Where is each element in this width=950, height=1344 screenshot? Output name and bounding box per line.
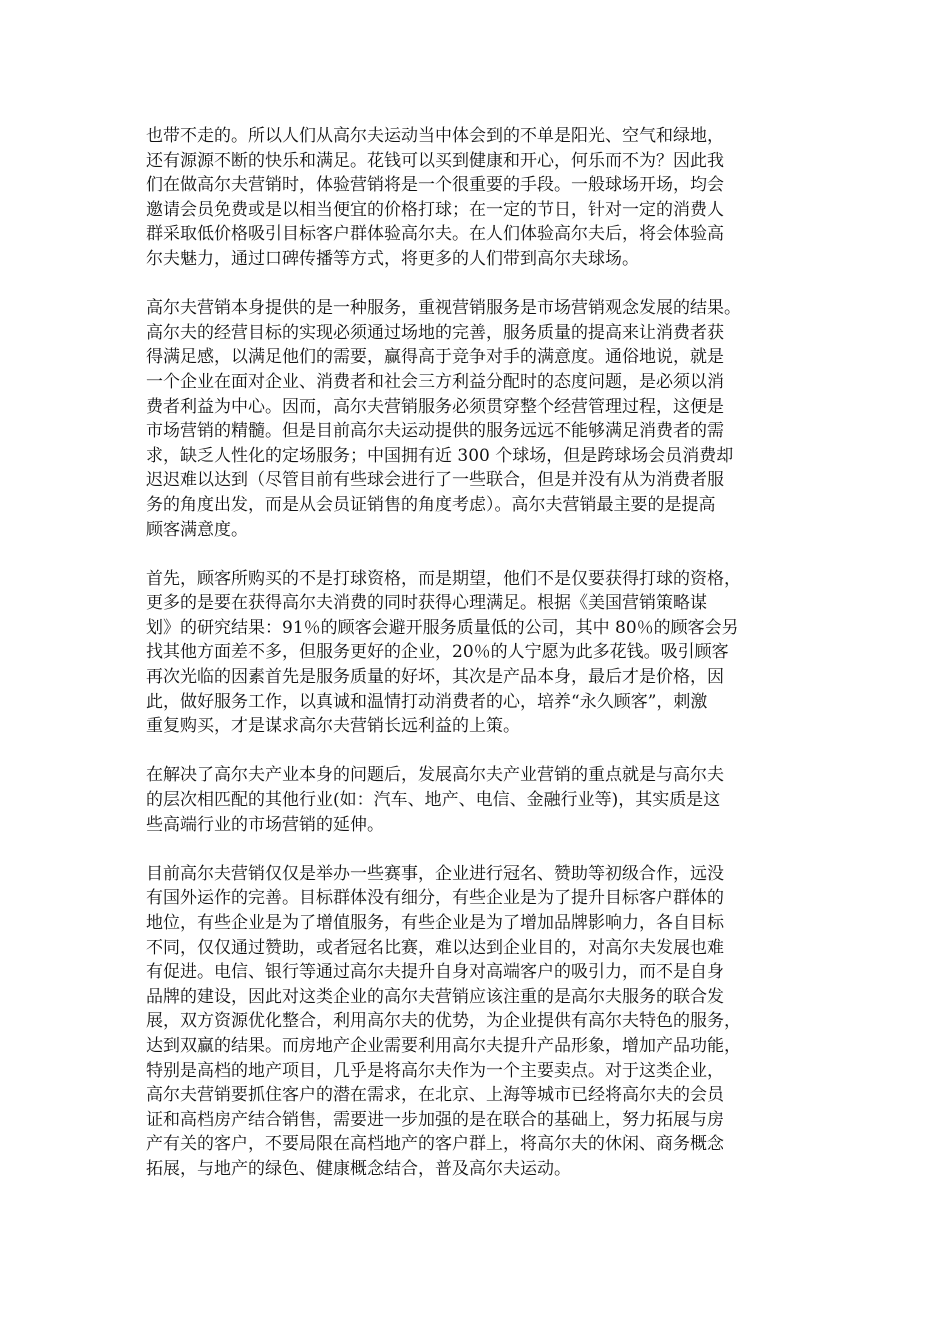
text-line: 拓展，与地产的绿色、健康概念结合，普及高尔夫运动。	[146, 1158, 571, 1179]
text-line: 品牌的建设，因此对这类企业的高尔夫营销应该注重的是高尔夫服务的联合发	[146, 986, 724, 1007]
text-line: 达到双赢的结果。而房地产企业需要利用高尔夫提升产品形象，增加产品功能，	[146, 1035, 741, 1056]
text-line: 高尔夫营销要抓住客户的潜在需求，在北京、上海等城市已经将高尔夫的会员	[146, 1085, 724, 1106]
text-line: 顾客满意度。	[146, 519, 248, 540]
text-line: 有国外运作的完善。目标群体没有细分，有些企业是为了提升目标客户群体的	[146, 888, 724, 909]
paragraph-industry-extension	[146, 763, 818, 837]
text-line: 再次光临的因素首先是服务质量的好坏，其次是产品本身，最后才是价格，因	[146, 667, 724, 688]
text-line: 尔夫魅力，通过口碑传播等方式，将更多的人们带到高尔夫球场。	[146, 248, 639, 269]
text-line: 展，双方资源优化整合，利用高尔夫的优势，为企业提供有高尔夫特色的服务，	[146, 1011, 741, 1032]
text-line: 些高端行业的市场营销的延伸。	[146, 814, 384, 835]
text-line: 得满足感，以满足他们的需要，赢得高于竞争对手的满意度。通俗地说，就是	[146, 347, 724, 368]
text-line: 务的角度出发，而是从会员证销售的角度考虑）。高尔夫营销最主要的是提高	[146, 494, 716, 515]
text-line: 首先，顾客所购买的不是打球资格，而是期望，他们不是仅要获得打球的资格，	[146, 568, 741, 589]
text-line: 目前高尔夫营销仅仅是举办一些赛事，企业进行冠名、赞助等初级合作，远没	[146, 863, 724, 884]
document-body	[146, 124, 818, 1206]
text-line: 不同，仅仅通过赞助，或者冠名比赛，难以达到企业目的，对高尔夫发展也难	[146, 937, 724, 958]
text-line: 有促进。电信、银行等通过高尔夫提升自身对高端客户的吸引力，而不是自身	[146, 962, 724, 983]
text-line: 一个企业在面对企业、消费者和社会三方利益分配时的态度问题，是必须以消	[146, 371, 724, 392]
text-line: 的层次相匹配的其他行业(如：汽车、地产、电信、金融行业等)，其实质是这	[146, 790, 721, 811]
text-line: 划》的研究结果：91％的顾客会避开服务质量低的公司，其中 80％的顾客会另	[146, 617, 739, 638]
text-line: 邀请会员免费或是以相当便宜的价格打球；在一定的节日，针对一定的消费人	[146, 199, 724, 220]
text-line: 也带不走的。所以人们从高尔夫运动当中体会到的不单是阳光、空气和绿地，	[146, 126, 724, 146]
text-line: 高尔夫的经营目标的实现必须通过场地的完善，服务质量的提高来让消费者获	[146, 322, 724, 343]
text-line: 找其他方面差不多，但服务更好的企业，20％的人宁愿为此多花钱。吸引顾客	[146, 642, 729, 663]
text-line: 在解决了高尔夫产业本身的问题后，发展高尔夫产业营销的重点就是与高尔夫	[146, 765, 724, 786]
text-line: 市场营销的精髓。但是目前高尔夫运动提供的服务远远不能够满足消费者的需	[146, 421, 724, 442]
paragraph-experience-marketing	[146, 124, 818, 272]
paragraph-service-marketing	[146, 296, 818, 542]
text-line: 地位，有些企业是为了增值服务，有些企业是为了增加品牌影响力，各自目标	[146, 913, 724, 933]
text-line: 重复购买，才是谋求高尔夫营销长远利益的上策。	[146, 716, 520, 737]
text-line: 还有源源不断的快乐和满足。花钱可以买到健康和开心，何乐而不为？因此我	[146, 150, 724, 171]
text-line: 费者利益为中心。因而，高尔夫营销服务必须贯穿整个经营管理过程，这便是	[146, 396, 724, 417]
text-line: 特别是高档的地产项目，几乎是将高尔夫作为一个主要卖点。对于这类企业，	[146, 1060, 724, 1081]
text-line: 证和高档房产结合销售，需要进一步加强的是在联合的基础上，努力拓展与房	[146, 1109, 724, 1130]
paragraph-current-marketing	[146, 862, 818, 1182]
text-line: 高尔夫营销本身提供的是一种服务，重视营销服务是市场营销观念发展的结果。	[146, 298, 741, 319]
text-line: 此，做好服务工作，以真诚和温情打动消费者的心，培养“永久顾客”，刺激	[146, 691, 708, 712]
text-line: 迟迟难以达到（尽管目前有些球会进行了一些联合，但是并没有从为消费者服	[146, 470, 724, 491]
text-line: 群采取低价格吸引目标客户群体验高尔夫。在人们体验高尔夫后，将会体验高	[146, 224, 724, 245]
text-line: 求，缺乏人性化的定场服务；中国拥有近 300 个球场，但是跨球场会员消费却	[146, 445, 734, 466]
text-line: 更多的是要在获得高尔夫消费的同时获得心理满足。根据《美国营销策略谋	[146, 593, 707, 614]
text-line: 产有关的客户，不要局限在高档地产的客户群上，将高尔夫的休闲、商务概念	[146, 1134, 724, 1155]
text-line: 们在做高尔夫营销时，体验营销将是一个很重要的手段。一般球场开场，均会	[146, 175, 724, 196]
paragraph-customer-expectation	[146, 567, 818, 739]
